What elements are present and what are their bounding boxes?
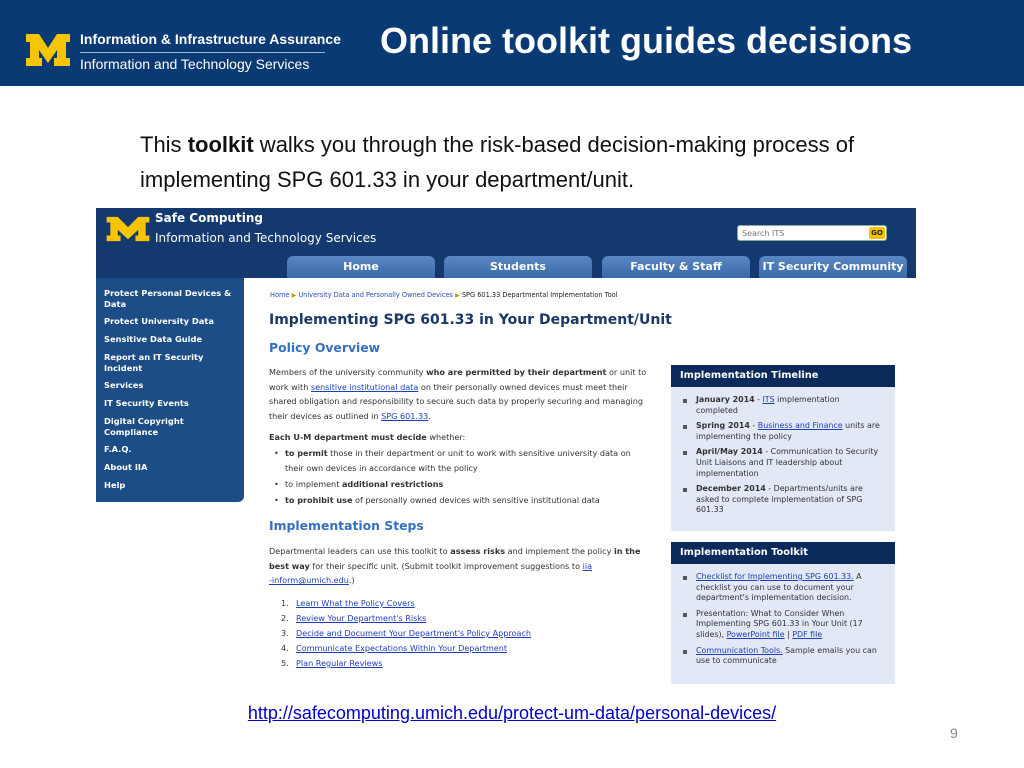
sidebar-item-report-incident[interactable]: Report an IT Security Incident <box>104 352 204 373</box>
breadcrumb-university-data[interactable]: University Data and Personally Owned Devices <box>298 291 453 299</box>
policy-overview-paragraph: Members of the university community who are permitted by their department or unit to work with sensitive institutional data on their personally owned devices must meet their shared obligation and responsibility to secure such data by properly securing and managing their devices as outlined in SPG 601.33. <box>269 367 647 421</box>
implementation-steps-heading: Implementation Steps <box>269 518 424 533</box>
site-search-input[interactable] <box>742 227 862 239</box>
sidebar-item-faq[interactable]: F.A.Q. <box>104 444 132 454</box>
site-brand-title: Safe Computing <box>155 211 263 225</box>
bullet-icon: • <box>274 448 279 458</box>
sidebar-item-protect-university-data[interactable]: Protect University Data <box>104 316 214 326</box>
toolkit-item: Communication Tools. Sample emails you can use to communicate <box>683 646 883 667</box>
org-unit: Information and Technology Services <box>80 56 310 72</box>
bullet-icon: • <box>274 495 279 505</box>
department-decide-text: Each U-M department must decide whether: <box>269 432 466 442</box>
um-block-m-logo <box>24 32 72 68</box>
org-divider <box>80 52 325 53</box>
bullet-icon <box>683 576 687 580</box>
bullet-icon <box>683 451 687 455</box>
step-plan-link[interactable]: Plan Regular Reviews <box>296 658 383 668</box>
timeline-item: January 2014 - ITS implementation completed <box>683 395 883 416</box>
powerpoint-link[interactable]: PowerPoint file <box>726 629 785 639</box>
step-communicate-link[interactable]: Communicate Expectations Within Your Department <box>296 643 508 653</box>
site-search-box <box>737 225 887 241</box>
timeline-item: April/May 2014 - Communication to Security Unit Liaisons and IT leadership about implementation <box>683 447 883 479</box>
sidebar-item-services[interactable]: Services <box>104 380 144 390</box>
sidebar-item-help[interactable]: Help <box>104 480 126 490</box>
tab-home[interactable]: Home <box>287 256 435 278</box>
bullet-icon <box>683 488 687 492</box>
toolkit-box <box>671 542 895 684</box>
intro-emphasis: toolkit <box>187 132 254 157</box>
step-decide-link[interactable]: Decide and Document Your Department's Policy Approach <box>296 628 532 638</box>
site-block-m-logo <box>105 216 151 242</box>
slide-header <box>0 0 1024 86</box>
bullet-icon: • <box>274 479 279 489</box>
site-header <box>96 208 916 278</box>
page-title: Implementing SPG 601.33 in Your Department/Unit <box>269 312 672 328</box>
toolkit-heading: Implementation Toolkit <box>671 542 895 564</box>
intro-text: This toolkit walks you through the risk-based decision-making process of implementing SPG 601.33 in your department/unit. <box>140 132 855 192</box>
timeline-item: Spring 2014 - Business and Finance units are implementing the policy <box>683 421 883 442</box>
step-item: 3. Decide and Document Your Department's Policy Approach <box>281 628 532 638</box>
timeline-item: December 2014 - Departments/units are asked to complete implementation of SPG 601.33 <box>683 484 883 516</box>
sidebar-item-about-iia[interactable]: About IIA <box>104 462 148 472</box>
timeline-heading: Implementation Timeline <box>671 365 895 387</box>
site-search-go-button[interactable]: GO <box>869 227 885 239</box>
list-item: • to implement additional restrictions <box>274 477 644 492</box>
sidebar-item-protect-personal-devices[interactable]: Protect Personal Devices & Data <box>104 288 232 309</box>
breadcrumb <box>270 291 618 299</box>
breadcrumb-current: SPG 601.33 Departmental Implementation Tool <box>461 291 618 299</box>
site-sidebar <box>96 278 244 502</box>
org-name: Information & Infrastructure Assurance <box>80 31 341 47</box>
slide-title: Online toolkit guides decisions <box>380 20 913 61</box>
implementation-steps-paragraph: Departmental leaders can use this toolkit to assess risks and implement the policy in the best way for their specific unit. (Submit toolkit improvement suggestions to iia -inform@umich.edu.) <box>269 546 641 585</box>
list-item: • to permit those in their department or unit to work with sensitive university data on their own devices in accordance with the policy <box>274 448 631 473</box>
list-item: • to prohibit use of personally owned devices with sensitive institutional data <box>274 493 644 508</box>
spg-601-33-link[interactable]: SPG 601.33 <box>381 410 429 421</box>
tab-faculty-staff[interactable]: Faculty & Staff <box>602 256 750 278</box>
step-item: 5. Plan Regular Reviews <box>281 658 383 668</box>
timeline-list <box>683 395 883 516</box>
bullet-icon <box>683 425 687 429</box>
sensitive-data-link[interactable]: sensitive institutional data <box>310 381 419 392</box>
sidebar-item-copyright[interactable]: Digital Copyright Compliance <box>104 416 184 437</box>
its-link[interactable]: ITS <box>762 395 775 404</box>
site-brand-subtitle: Information and Technology Services <box>155 231 377 245</box>
pdf-link[interactable]: PDF file <box>792 629 823 639</box>
breadcrumb-home[interactable]: Home <box>270 291 290 299</box>
step-item: 2. Review Your Department's Risks <box>281 613 427 623</box>
sidebar-item-sensitive-data-guide[interactable]: Sensitive Data Guide <box>104 334 203 344</box>
checklist-link[interactable]: Checklist for Implementing SPG 601.33. <box>696 572 854 581</box>
iia-email-link[interactable]: iia -inform@umich.edu <box>269 560 593 585</box>
business-finance-link[interactable]: Business and Finance <box>757 421 843 431</box>
tab-students[interactable]: Students <box>444 256 592 278</box>
toolkit-item: Presentation: What to Consider When Implementing SPG 601.33 in Your Unit (17 slides), PowerPoint file | PDF file <box>683 609 883 641</box>
timeline-box <box>671 365 895 531</box>
step-item: 4. Communicate Expectations Within Your Department <box>281 643 508 653</box>
toolkit-list <box>683 572 883 667</box>
policy-overview-heading: Policy Overview <box>269 340 381 355</box>
step-item: 1. Learn What the Policy Covers <box>281 598 415 608</box>
source-url-link[interactable]: http://safecomputing.umich.edu/protect-um-data/personal-devices/ <box>247 703 777 723</box>
step-learn-link[interactable]: Learn What the Policy Covers <box>296 598 415 608</box>
bullet-icon <box>683 650 687 654</box>
toolkit-item: Checklist for Implementing SPG 601.33. A checklist you can use to document your department's implementation decision. <box>683 572 883 604</box>
breadcrumb-arrow-icon: ▶ <box>455 292 460 299</box>
page-number: 9 <box>950 725 958 741</box>
bullet-icon <box>683 613 687 617</box>
breadcrumb-arrow-icon: ▶ <box>291 292 297 299</box>
sidebar-item-security-events[interactable]: IT Security Events <box>104 398 189 408</box>
step-review-link[interactable]: Review Your Department's Risks <box>296 613 427 623</box>
bullet-icon <box>683 399 687 403</box>
website-screenshot <box>96 208 916 684</box>
tab-it-security-community[interactable]: IT Security Community <box>759 256 907 278</box>
communication-tools-link[interactable]: Communication Tools. <box>696 645 783 655</box>
